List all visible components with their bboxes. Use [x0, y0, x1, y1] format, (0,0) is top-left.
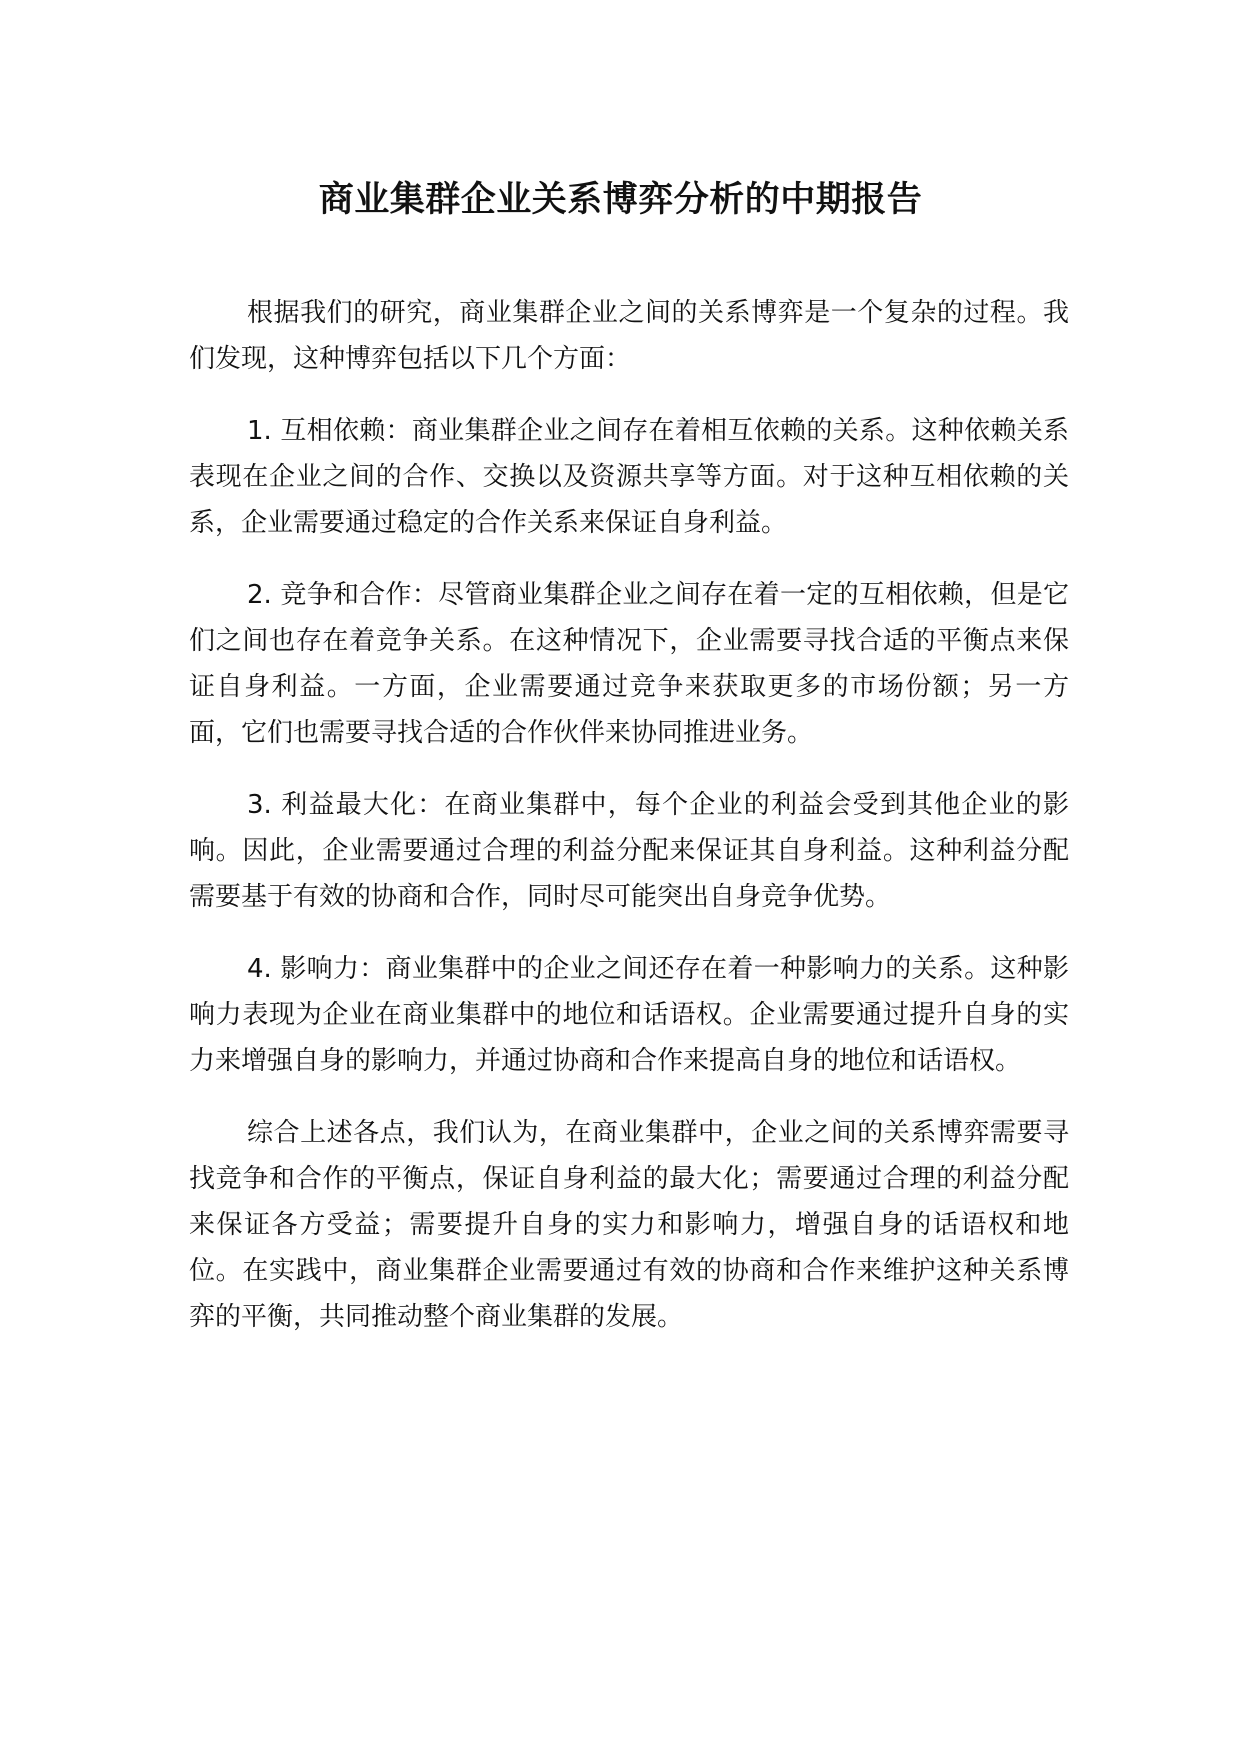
- document-title: 商业集群企业关系博弈分析的中期报告: [318, 180, 923, 220]
- document-body: [189, 290, 1069, 1366]
- paragraph-intro: 根据我们的研究，商业集群企业之间的关系博弈是一个复杂的过程。我们发现，这种博弈包括以下几个方面：: [189, 298, 1069, 374]
- paragraph-point-3: 3. 利益最大化：在商业集群中，每个企业的利益会受到其他企业的影响。因此，企业需要通过合理的利益分配来保证其自身利益。这种利益分配需要基于有效的协商和合作，同时尽可能突出自身竞争优势。: [189, 790, 1069, 912]
- paragraph-point-2: 2. 竞争和合作：尽管商业集群企业之间存在着一定的互相依赖，但是它们之间也存在着竞争关系。在这种情况下，企业需要寻找合适的平衡点来保证自身利益。一方面，企业需要通过竞争来获取更多的市场份额；另一方面，它们也需要寻找合适的合作伙伴来协同推进业务。: [189, 580, 1069, 748]
- paragraph-conclusion: 综合上述各点，我们认为，在商业集群中，企业之间的关系博弈需要寻找竞争和合作的平衡点，保证自身利益的最大化；需要通过合理的利益分配来保证各方受益；需要提升自身的实力和影响力，增强自身的话语权和地位。在实践中，商业集群企业需要通过有效的协商和合作来维护这种关系博弈的平衡，共同推动整个商业集群的发展。: [189, 1118, 1069, 1332]
- paragraph-point-4: 4. 影响力：商业集群中的企业之间还存在着一种影响力的关系。这种影响力表现为企业在商业集群中的地位和话语权。企业需要通过提升自身的实力来增强自身的影响力，并通过协商和合作来提高自身的地位和话语权。: [189, 954, 1069, 1076]
- paragraph-point-1: 1. 互相依赖：商业集群企业之间存在着相互依赖的关系。这种依赖关系表现在企业之间的合作、交换以及资源共享等方面。对于这种互相依赖的关系，企业需要通过稳定的合作关系来保证自身利益。: [189, 416, 1069, 538]
